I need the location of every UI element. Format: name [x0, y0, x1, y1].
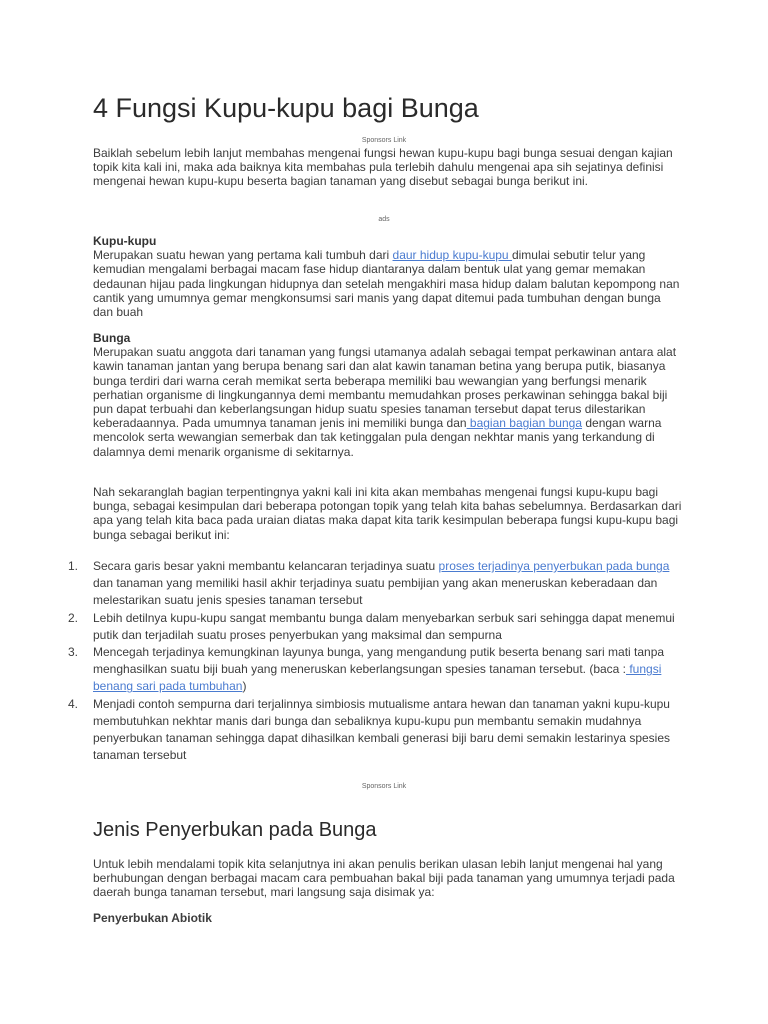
kupu-text-after: dimulai sebutir telur yang kemudian mengalami berbagai macam fase hidup diantaranya dalam bentuk ulat yang gemar memakan dedaunan hijau pada lingkungan hidupnya dan setelah mengakhiri masa hidup dalam balutan kepompong nan cantik yang umumnya gemar mengkonsumsi sari manis yang dapat ditemui pada tumbuhan dengan bunga dan buah — [93, 248, 680, 320]
list-number: 2. — [68, 610, 79, 625]
list-text: Lebih detilnya kupu-kupu sangat membantu bunga dalam menyebarkan serbuk sari sehingga dapat menemui putik dan terjadilah suatu proses penyerbukan yang maksimal dan sempurna — [93, 610, 675, 642]
list-item — [64, 558, 684, 610]
ads-label: ads — [378, 216, 390, 223]
list-text: Menjadi contoh sempurna dari terjalinnya simbiosis mutualisme antara hewan dan tanaman yakni kupu-kupu membutuhkan nekhtar manis dari bunga dan sebaliknya kupu-kupu pun membantu semakin mudahnya penyerbukan tanaman sehingga dapat dihasilkan kembali generasi biji baru demi semakin lestarinya spesies tanaman tersebut — [93, 696, 671, 763]
summary-paragraph: Nah sekaranglah bagian terpentingnya yakni kali ini kita akan membahas mengenai fungsi kupu-kupu bagi bunga, sebagai kesimpulan dari beberapa potongan topik yang telah kita bahas sebelumnya. Berdasarkan dari apa yang telah kita baca pada uraian diatas maka dapat kita tarik kesimpulan beberapa fungsi kupu-kupu bagi bunga sebagai berikut ini: — [93, 485, 682, 542]
bunga-text-after: dengan warna mencolok serta wewangian semerbak dan tak ketinggalan pula dengan nekhtar manis yang terkandung di dalamnya demi menarik organisme di sekitarnya. — [93, 416, 662, 459]
list-item — [64, 644, 684, 696]
list-text-after: ) — [242, 679, 247, 694]
kupu-label: Kupu-kupu — [93, 234, 157, 248]
link-proses-penyerbukan[interactable]: proses terjadinya penyerbukan pada bunga — [438, 559, 670, 573]
list-number: 3. — [68, 645, 79, 660]
kupu-section — [93, 234, 683, 319]
list-text: Secara garis besar yakni membantu kelancaran terjadinya suatu — [93, 559, 439, 573]
list-text: Mencegah terjadinya kemungkinan layunya bunga, yang mengandung putik beserta benang sari mati tanpa menghasilkan suatu biji buah yang meneruskan keberlangsungan spesies tanaman tersebut. (baca : — [93, 645, 665, 677]
section-subheading: Penyerbukan Abiotik — [93, 911, 212, 925]
bunga-section — [93, 331, 683, 459]
intro-paragraph: Baiklah sebelum lebih lanjut membahas mengenai fungsi hewan kupu-kupu bagi bunga sesuai dengan kajian topik kita kali ini, maka ada baiknya kita membahas pula terlebih dahulu mengenai apa sih sejatinya definisi mengenai hewan kupu-kupu beserta bagian tanaman yang disebut sebagai bunga berikut ini. — [93, 146, 673, 189]
bunga-text-before: Merupakan suatu anggota dari tanaman yang fungsi utamanya adalah sebagai tempat perkawinan antara alat kawin tanaman jantan yang berupa benang sari dan alat kawin tanaman betina yang berupa putik, biasanya bunga terdiri dari warna cerah memikat serta beberapa memiliki bau wewangian yang berfungsi menarik perhatian organisme di lingkungannya demi membantu memudahkan proses perkawinan sehingga bakal biji pun dapat terbuahi dan keberlangsungan hidup suatu spesies tanaman tersebut dapat terus dilestarikan keberadaannya. Pada umumnya tanaman jenis ini memiliki bunga dan — [93, 345, 677, 431]
section-title: Jenis Penyerbukan pada Bunga — [93, 819, 377, 841]
link-daur-hidup[interactable]: daur hidup kupu-kupu — [392, 248, 512, 263]
function-list — [64, 558, 684, 764]
bunga-label: Bunga — [93, 331, 131, 345]
sponsor-label-2: Sponsors Link — [361, 783, 407, 790]
section-intro: Untuk lebih mendalami topik kita selanjutnya ini akan penulis berikan ulasan lebih lanjut mengenai hal yang berhubungan dengan berbagai macam cara pembuahan bakal biji pada tanaman yang umumnya terjadi pada daerah bunga tanaman tersebut, mari langsung saja disimak ya: — [93, 857, 675, 900]
list-text-after: dan tanaman yang memiliki hasil akhir terjadinya suatu pembijian yang akan meneruskan keberadaan dan melestarikan suatu jenis spesies tanaman tersebut — [93, 576, 658, 608]
list-number: 1. — [68, 559, 79, 573]
list-item — [64, 696, 684, 765]
sponsor-label: Sponsors Link — [361, 137, 407, 144]
list-item — [64, 610, 684, 644]
list-number: 4. — [68, 696, 79, 711]
page-title: 4 Fungsi Kupu-kupu bagi Bunga — [93, 93, 479, 123]
link-bagian-bunga[interactable]: bagian bagian bunga — [466, 416, 583, 431]
link-fungsi-benang-sari[interactable]: fungsi benang sari pada tumbuhan — [93, 662, 662, 694]
kupu-text-before: Merupakan suatu hewan yang pertama kali tumbuh dari — [93, 248, 393, 263]
